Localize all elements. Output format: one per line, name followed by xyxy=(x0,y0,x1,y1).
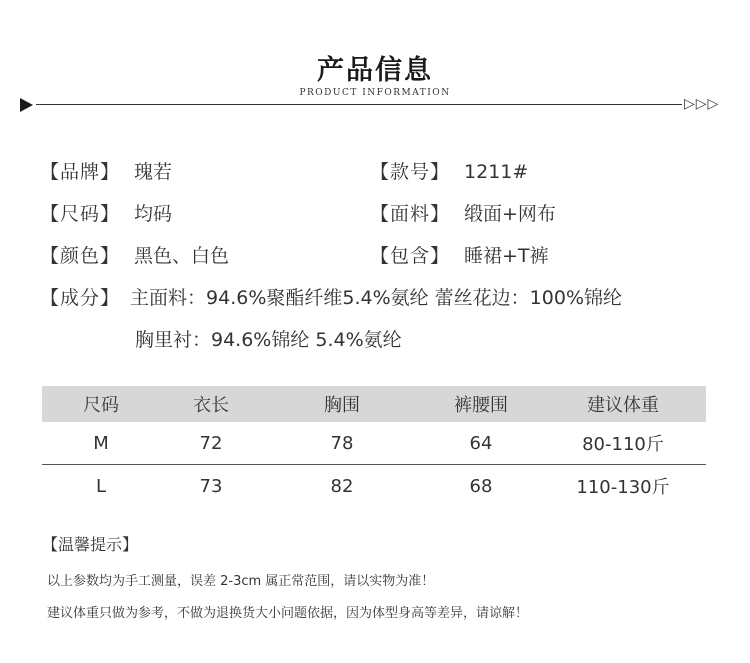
tips-heading: 【温馨提示】 xyxy=(42,535,139,554)
info-size-label: 【尺码】 xyxy=(40,203,121,225)
info-color-label: 【颜色】 xyxy=(40,245,121,267)
info-includes-value: 睡裙+T裤 xyxy=(464,245,549,267)
info-includes xyxy=(370,244,549,268)
table-cell: 78 xyxy=(262,422,422,465)
tips-line-1: 以上参数均为手工测量，误差 2-3cm 属正常范围，请以实物为准！ xyxy=(47,574,435,589)
page-title: 产品信息 xyxy=(317,55,433,86)
table-cell: 80-110斤 xyxy=(540,422,706,465)
info-brand-label: 【品牌】 xyxy=(40,161,121,183)
info-style-no-value: 1211# xyxy=(464,161,529,183)
info-size xyxy=(40,202,172,226)
play-arrow-icon xyxy=(20,98,33,112)
tips-line-2: 建议体重只做为参考，不做为退换货大小问题依据，因为体型身高等差异，请谅解！ xyxy=(47,606,529,621)
table-cell: M xyxy=(42,422,160,465)
table-cell: 72 xyxy=(160,422,262,465)
table-row xyxy=(42,422,706,465)
table-cell: L xyxy=(95,475,107,497)
info-composition-line1: 主面料：94.6%聚酯纤维5.4%氨纶 蕾丝花边：100%锦纶 xyxy=(130,287,623,309)
size-table-header-cell: 胸围 xyxy=(262,386,422,422)
info-color xyxy=(40,244,229,268)
info-composition-label: 【成分】 xyxy=(40,287,121,309)
info-includes-label: 【包含】 xyxy=(370,245,451,267)
size-table-header-cell: 裤腰围 xyxy=(422,386,540,422)
size-table xyxy=(42,386,706,507)
info-style-no xyxy=(370,160,528,184)
info-brand xyxy=(40,160,172,184)
size-table-header xyxy=(42,386,706,422)
info-color-value: 黑色、白色 xyxy=(134,245,230,267)
info-fabric-value: 缎面+网布 xyxy=(464,203,556,225)
size-table-header-cell: 建议体重 xyxy=(540,386,706,422)
info-composition-line2: 胸里衬：94.6%锦纶 5.4%氨纶 xyxy=(135,329,402,351)
page-subtitle: PRODUCT INFORMATION xyxy=(299,88,451,98)
triangle-arrows-icon: ▷▷▷ xyxy=(684,96,720,112)
info-composition xyxy=(40,286,622,310)
table-cell: 64 xyxy=(422,422,540,465)
table-cell: 110-130斤 xyxy=(576,477,670,498)
info-fabric xyxy=(370,202,556,226)
info-style-no-label: 【款号】 xyxy=(370,161,451,183)
table-cell: 82 xyxy=(330,475,354,497)
info-size-value: 均码 xyxy=(134,203,173,225)
size-table-header-cell: 衣长 xyxy=(160,386,262,422)
table-row xyxy=(42,465,706,508)
table-cell: 73 xyxy=(199,475,223,497)
header-divider xyxy=(36,104,682,105)
size-table-header-cell: 尺码 xyxy=(42,386,160,422)
info-fabric-label: 【面料】 xyxy=(370,203,451,225)
info-brand-value: 瑰若 xyxy=(134,161,173,183)
table-cell: 68 xyxy=(469,475,493,497)
